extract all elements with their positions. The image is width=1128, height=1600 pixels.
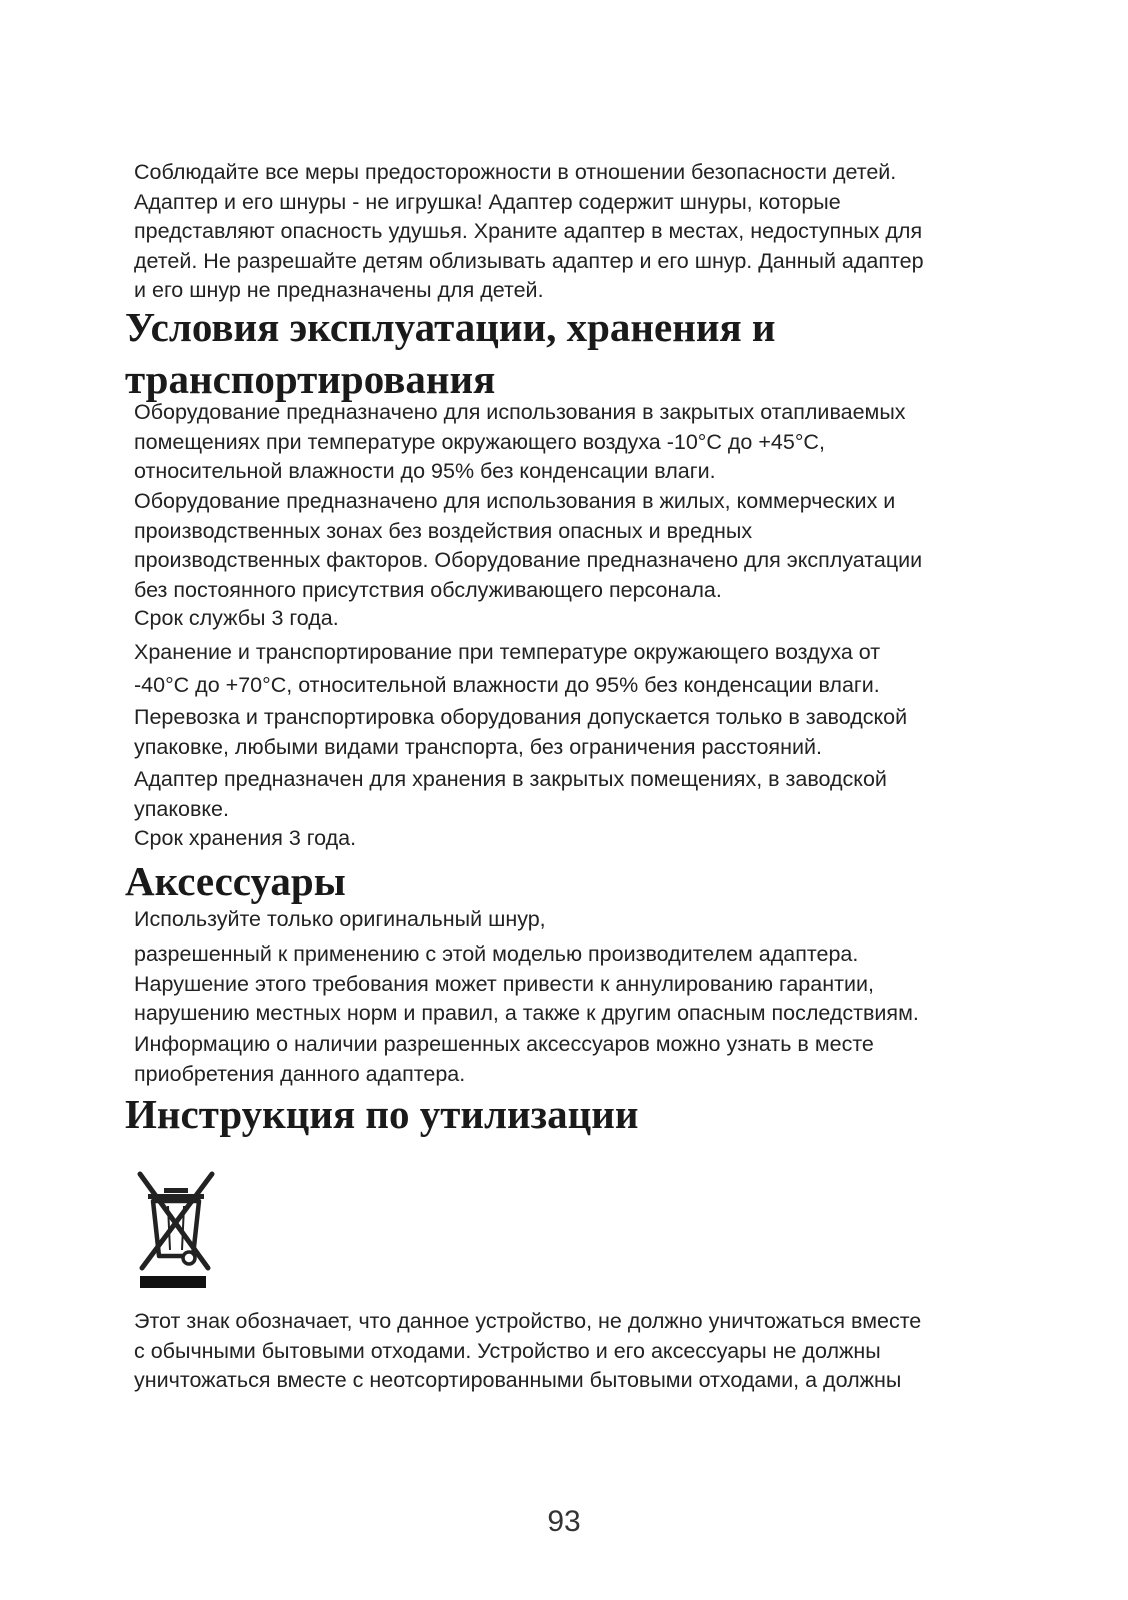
accessories-info-paragraph: Информацию о наличии разрешенных аксессуаров можно узнать в месте приобретения данного адаптера. xyxy=(134,1032,874,1086)
heading-accessories: Аксессуары xyxy=(125,858,346,904)
original-cord-paragraph: Используйте только оригинальный шнур, xyxy=(134,907,546,931)
operating-zones-paragraph: Оборудование предназначено для использования в жилых, коммерческих и производственных зонах без воздействия опасных и вредных производственных факторов. Оборудование предназначено для эксплуатации без постоянного присутствия обслуживающего персонала. xyxy=(134,489,923,602)
service-life-paragraph: Срок службы 3 года. xyxy=(134,606,339,630)
heading-disposal: Инструкция по утилизации xyxy=(125,1091,639,1137)
operating-temperature-paragraph: Оборудование предназначено для использования в закрытых отапливаемых помещениях при температуре окружающего воздуха -10°C до +45°C, относительной влажности до 95% без конденсации влаги. xyxy=(134,400,906,483)
storage-place-paragraph: Адаптер предназначен для хранения в закрытых помещениях, в заводской упаковке. xyxy=(134,767,887,821)
transportation-paragraph: Перевозка и транспортировка оборудования допускается только в заводской упаковке, любыми видами транспорта, без ограничения расстояний. xyxy=(134,705,908,759)
page-number: 93 xyxy=(547,1505,581,1538)
storage-period-paragraph: Срок хранения 3 года. xyxy=(134,826,357,850)
storage-transport-line-2: -40°C до +70°C, относительной влажности до 95% без конденсации влаги. xyxy=(134,673,880,697)
child-safety-paragraph: Соблюдайте все меры предосторожности в отношении безопасности детей. Адаптер и его шнуры - не игрушка! Адаптер содержит шнуры, которые представляют опасность удушья. Храните адаптер в местах, недоступных для детей. Не разрешайте детям облизывать адаптер и его шнур. Данный адаптер и его шнур не предназначены для детей. xyxy=(134,160,924,302)
crossed-out-wheeled-bin-icon xyxy=(136,1170,216,1290)
approved-accessories-paragraph: разрешенный к применению с этой моделью производителем адаптера. Нарушение этого требования может привести к аннулированию гарантии, нарушению местных норм и правил, а также к другим опасным последствиям. xyxy=(134,942,919,1025)
storage-transport-line-1: Хранение и транспортирование при температуре окружающего воздуха от xyxy=(134,640,881,664)
heading-operation-storage: Условия эксплуатации, хранения и транспортирования xyxy=(125,304,776,402)
disposal-paragraph: Этот знак обозначает, что данное устройство, не должно уничтожаться вместе с обычными бытовыми отходами. Устройство и его аксессуары не должны уничтожаться вместе с неотсортированными бытовыми отходами, а должны xyxy=(134,1309,922,1392)
